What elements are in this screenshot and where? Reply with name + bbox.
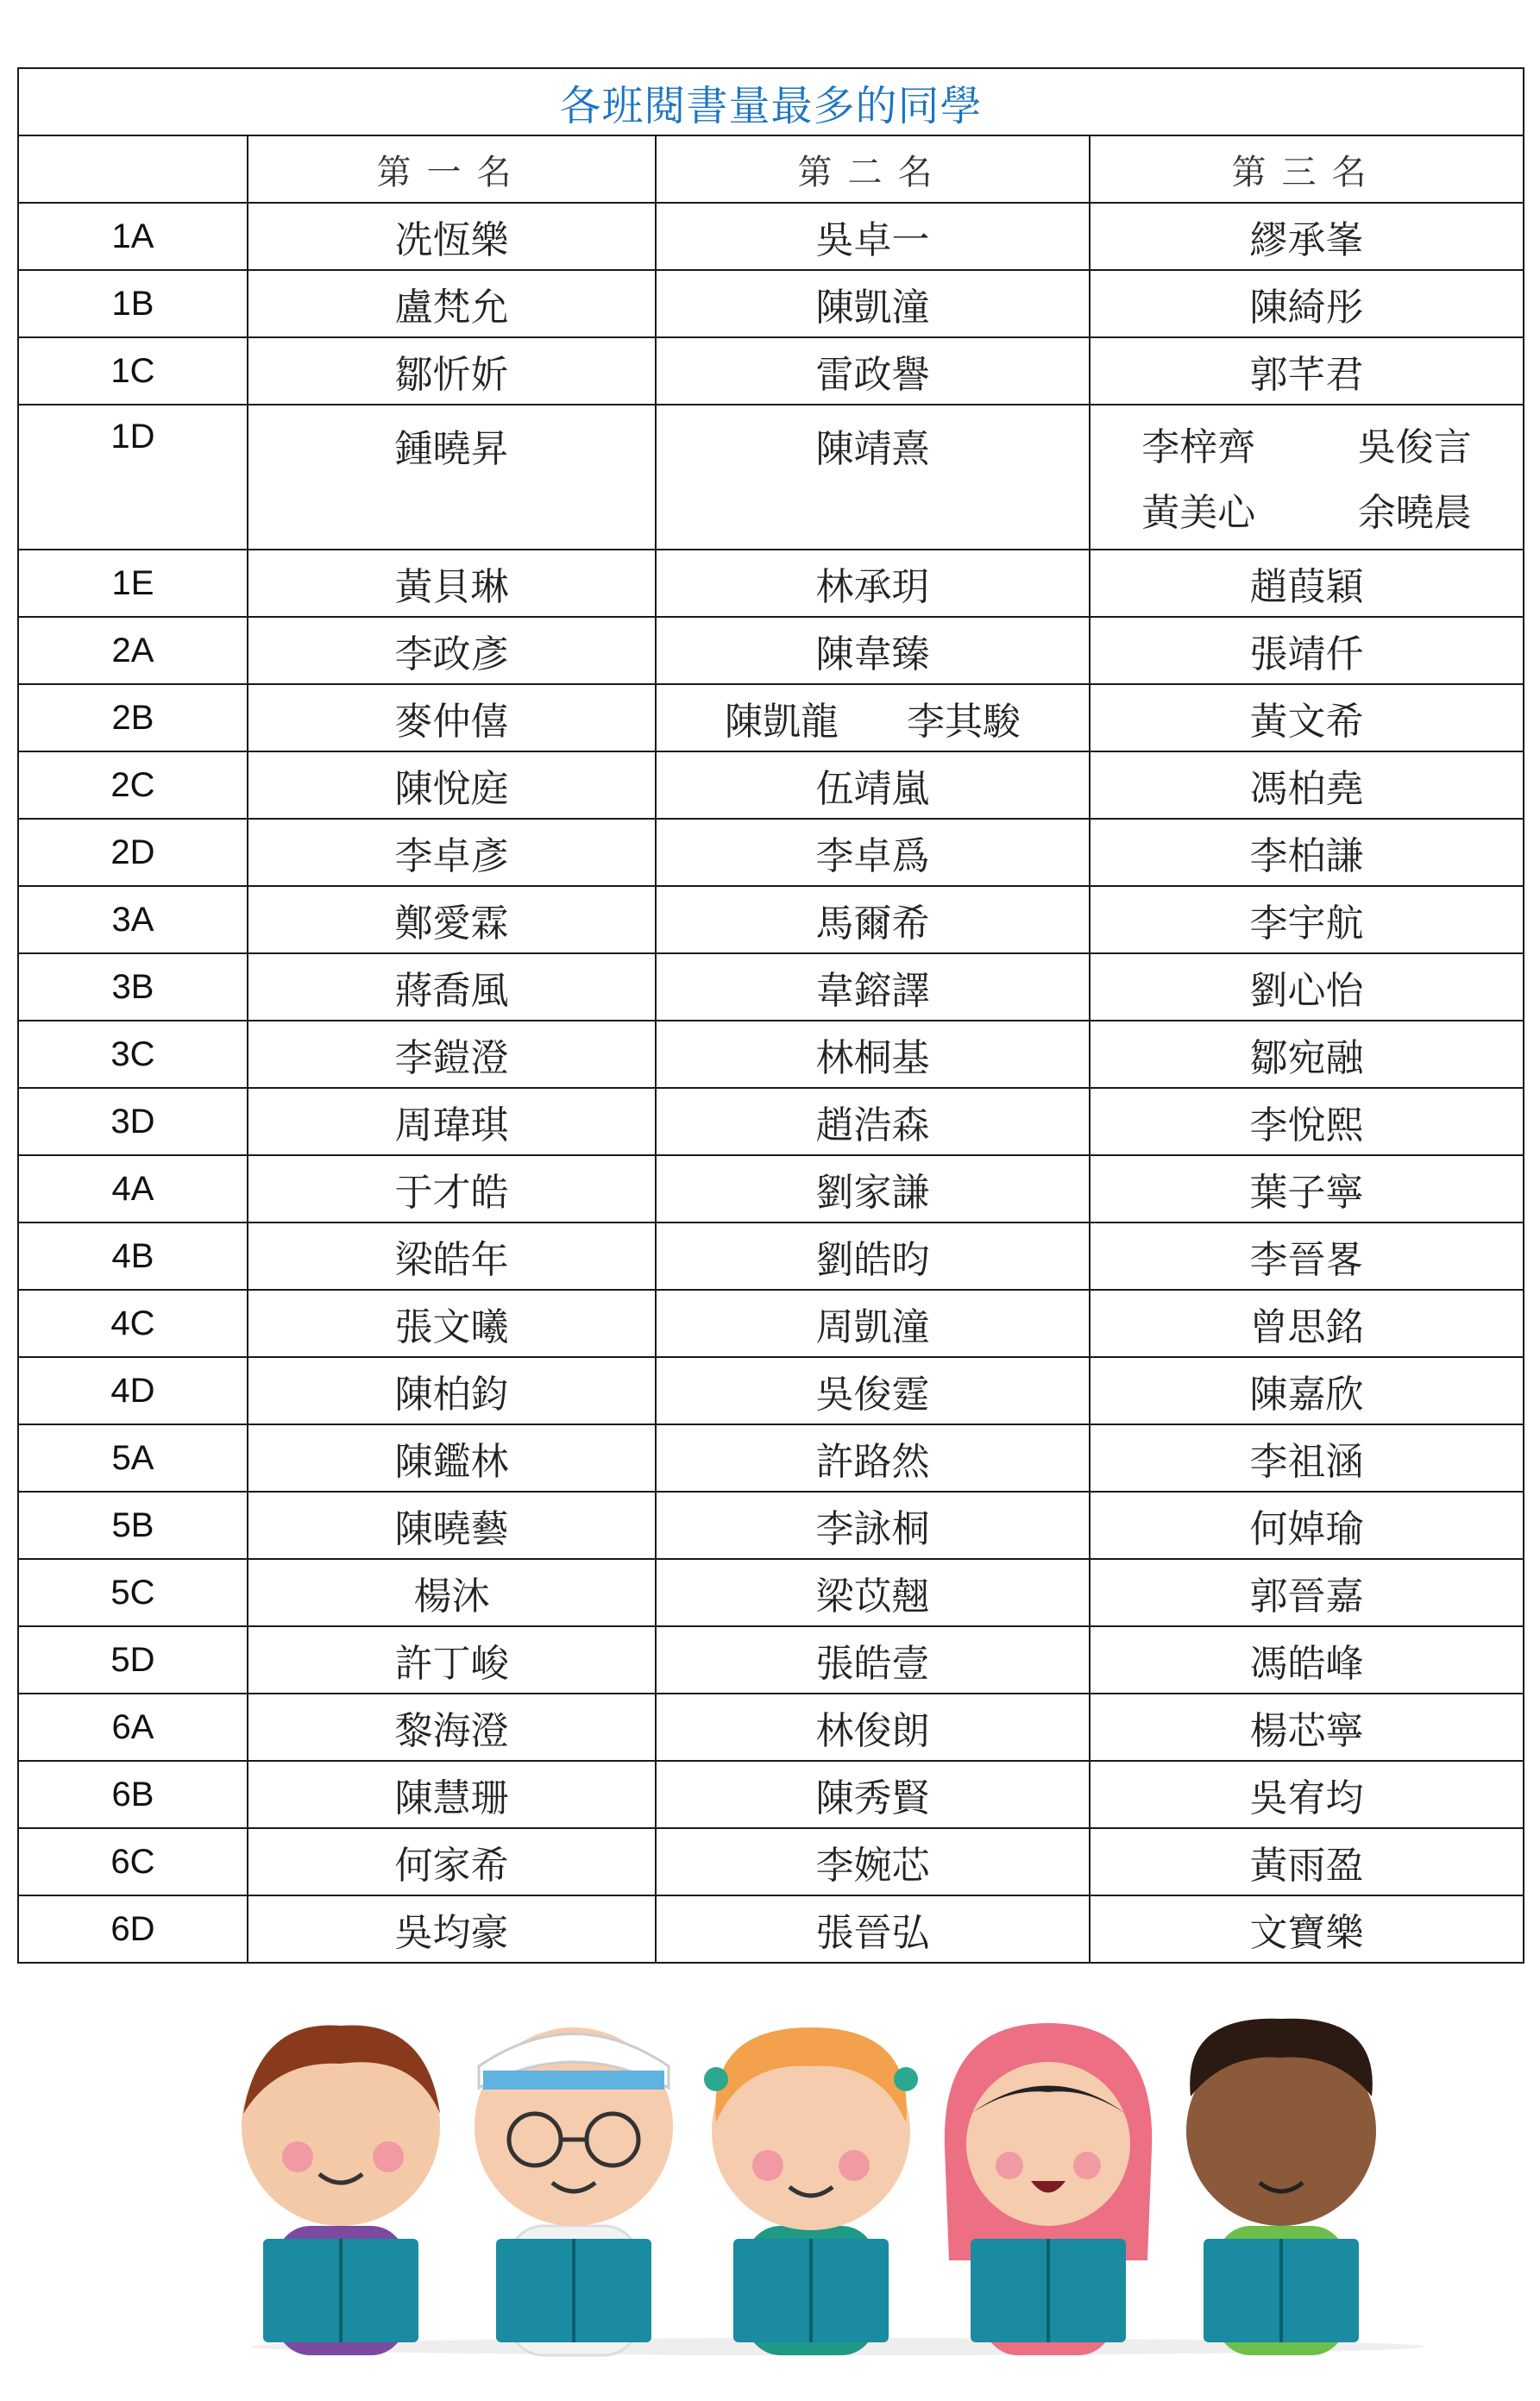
student-name: 陳嘉欣 [1249, 1373, 1364, 1417]
second-place-cell [656, 1088, 1090, 1155]
class-cell: 2A [18, 617, 248, 684]
student-name: 張皓壹 [815, 1642, 930, 1686]
second-place-cell [656, 886, 1090, 953]
second-place-cell [656, 550, 1090, 617]
student-name: 何婥瑜 [1249, 1507, 1364, 1551]
student-name: 梁苡翹 [815, 1574, 930, 1618]
third-place-cell [1090, 1290, 1524, 1357]
first-place-cell [248, 203, 656, 270]
third-place-cell [1090, 1222, 1524, 1290]
second-place-cell [656, 1828, 1090, 1895]
class-cell: 3B [18, 953, 248, 1021]
student-name: 李晉畧 [1249, 1238, 1364, 1282]
first-place-cell [248, 1357, 656, 1424]
first-place-cell [248, 337, 656, 405]
student-name: 鄒忻妡 [394, 353, 509, 397]
third-place-cell [1090, 1828, 1524, 1895]
second-place-cell [656, 270, 1090, 337]
third-place-cell [1090, 270, 1524, 337]
first-place-cell [248, 1222, 656, 1290]
second-place-cell [656, 1492, 1090, 1559]
student-name: 陳秀賢 [815, 1776, 930, 1820]
second-place-cell [656, 1424, 1090, 1492]
third-place-cell [1090, 1761, 1524, 1828]
student-name: 李詠桐 [815, 1507, 930, 1551]
first-place-cell [248, 1492, 656, 1559]
second-place-cell [656, 1761, 1090, 1828]
third-place-cell [1090, 1021, 1524, 1088]
student-name: 黃貝琳 [394, 565, 509, 609]
second-place-cell [656, 405, 1090, 550]
second-place-cell [656, 1357, 1090, 1424]
third-place-cell [1090, 1559, 1524, 1626]
student-name: 馮皓峰 [1249, 1642, 1364, 1686]
student-name: 鄭愛霖 [394, 902, 509, 946]
first-place-cell [248, 1828, 656, 1895]
student-name: 吳卓一 [815, 218, 930, 262]
student-name: 黃美心 [1141, 491, 1256, 535]
student-name: 陳慧珊 [394, 1776, 509, 1820]
student-name: 陳凱潼 [815, 286, 930, 330]
student-name: 林俊朗 [815, 1709, 930, 1753]
table-row [18, 886, 1524, 953]
class-cell: 3C [18, 1021, 248, 1088]
second-place-cell [656, 953, 1090, 1021]
table-row [18, 550, 1524, 617]
third-place-cell [1090, 819, 1524, 886]
table-row [18, 1290, 1524, 1357]
student-name: 李悅熙 [1249, 1103, 1364, 1147]
student-name: 劉心怡 [1249, 969, 1364, 1013]
table-row [18, 1021, 1524, 1088]
student-name: 李祖涵 [1249, 1440, 1364, 1484]
second-place-cell [656, 1021, 1090, 1088]
second-place-cell [656, 1895, 1090, 1963]
student-name: 何家希 [394, 1844, 509, 1888]
header-first: 第一名 [248, 135, 656, 203]
class-cell: 3D [18, 1088, 248, 1155]
class-cell: 5C [18, 1559, 248, 1626]
student-name: 馬爾希 [815, 902, 930, 946]
first-place-cell [248, 1626, 656, 1694]
third-place-cell [1090, 886, 1524, 953]
student-name: 韋鎔譯 [815, 969, 930, 1013]
header-blank [18, 135, 248, 203]
first-place-cell [248, 1694, 656, 1761]
table-row [18, 1626, 1524, 1694]
reading-children-illustration [224, 1984, 1449, 2373]
first-place-cell [248, 819, 656, 886]
class-cell: 4C [18, 1290, 248, 1357]
student-name: 郭芊君 [1249, 353, 1364, 397]
class-cell: 1A [18, 203, 248, 270]
student-name: 梁皓年 [394, 1238, 509, 1282]
first-place-cell [248, 550, 656, 617]
student-name: 文寶樂 [1249, 1911, 1364, 1955]
student-name: 李婉芯 [815, 1844, 930, 1888]
class-cell: 6D [18, 1895, 248, 1963]
table-row [18, 1357, 1524, 1424]
table-row [18, 203, 1524, 270]
table-title: 各班閱書量最多的同學 [18, 68, 1524, 135]
student-name: 李柏謙 [1249, 834, 1364, 878]
second-place-cell [656, 1222, 1090, 1290]
student-name: 趙浩森 [815, 1103, 930, 1147]
student-name: 李卓彥 [394, 834, 509, 878]
student-name: 吳宥均 [1249, 1776, 1364, 1820]
class-cell: 4A [18, 1155, 248, 1222]
student-name: 許路然 [815, 1440, 930, 1484]
student-name: 劉皓昀 [815, 1238, 930, 1282]
second-place-cell [656, 617, 1090, 684]
student-name: 曾思銘 [1249, 1305, 1364, 1349]
table-row [18, 819, 1524, 886]
student-name: 趙葭穎 [1249, 565, 1364, 609]
third-place-cell [1090, 203, 1524, 270]
class-cell: 5B [18, 1492, 248, 1559]
table-row [18, 751, 1524, 819]
student-name: 陳靖熹 [815, 427, 930, 471]
class-cell: 1E [18, 550, 248, 617]
first-place-cell [248, 684, 656, 751]
third-place-cell [1090, 1088, 1524, 1155]
third-place-cell [1090, 953, 1524, 1021]
table-row [18, 270, 1524, 337]
student-name: 馮柏堯 [1249, 767, 1364, 811]
header-second: 第二名 [656, 135, 1090, 203]
third-place-cell [1090, 1424, 1524, 1492]
student-name: 陳韋臻 [815, 632, 930, 676]
student-name: 劉家謙 [815, 1171, 930, 1215]
table-row [18, 684, 1524, 751]
student-name: 李鎧澄 [394, 1036, 509, 1080]
third-place-cell [1090, 1626, 1524, 1694]
student-name: 蔣喬風 [394, 969, 509, 1013]
first-place-cell [248, 1559, 656, 1626]
student-name: 張文曦 [394, 1305, 509, 1349]
table-row [18, 1222, 1524, 1290]
student-name: 麥仲僖 [394, 700, 509, 744]
first-place-cell [248, 405, 656, 550]
header-third: 第三名 [1090, 135, 1524, 203]
table-row [18, 1761, 1524, 1828]
third-place-cell [1090, 684, 1524, 751]
student-name: 陳悅庭 [394, 767, 509, 811]
student-name: 陳鑑林 [394, 1440, 509, 1484]
table-row [18, 1492, 1524, 1559]
first-place-cell [248, 1895, 656, 1963]
table-row [18, 1155, 1524, 1222]
table-row [18, 1559, 1524, 1626]
child-2 [475, 2027, 673, 2355]
student-name: 陳綺彤 [1249, 286, 1364, 330]
class-cell: 2B [18, 684, 248, 751]
second-place-cell [656, 1694, 1090, 1761]
first-place-cell [248, 1021, 656, 1088]
child-1 [242, 2025, 440, 2355]
student-name: 李政彥 [394, 632, 509, 676]
student-name: 于才皓 [394, 1171, 509, 1215]
student-name: 鍾曉昇 [394, 427, 509, 471]
student-name: 冼恆樂 [394, 218, 509, 262]
second-place-cell [656, 1290, 1090, 1357]
student-name: 張靖仟 [1249, 632, 1364, 676]
child-5 [1186, 2019, 1376, 2355]
second-place-cell [656, 203, 1090, 270]
student-name: 吳俊霆 [815, 1373, 930, 1417]
student-name: 李卓爲 [815, 834, 930, 878]
student-name: 陳柏鈞 [394, 1373, 509, 1417]
class-cell: 6B [18, 1761, 248, 1828]
student-name: 周瑋琪 [394, 1103, 509, 1147]
first-place-cell [248, 886, 656, 953]
class-cell: 5A [18, 1424, 248, 1492]
student-name: 黃文希 [1249, 700, 1364, 744]
second-place-cell [656, 1626, 1090, 1694]
table-row [18, 617, 1524, 684]
reading-ranking-table [17, 67, 1524, 1964]
class-cell: 5D [18, 1626, 248, 1694]
first-place-cell [248, 1290, 656, 1357]
student-name: 余曉晨 [1357, 491, 1472, 535]
student-name: 鄒宛融 [1249, 1036, 1364, 1080]
table-row [18, 1424, 1524, 1492]
table-row [18, 405, 1524, 550]
second-place-cell [656, 684, 1090, 751]
table-row [18, 1895, 1524, 1963]
child-4 [945, 2023, 1152, 2355]
first-place-cell [248, 617, 656, 684]
student-name: 陳曉藝 [394, 1507, 509, 1551]
first-place-cell [248, 1761, 656, 1828]
student-name: 繆承峯 [1249, 218, 1364, 262]
student-name: 李其駿 [907, 700, 1021, 744]
third-place-cell [1090, 337, 1524, 405]
class-cell: 4D [18, 1357, 248, 1424]
third-place-cell [1090, 405, 1524, 550]
student-name: 盧梵允 [394, 286, 509, 330]
student-name: 吳均豪 [394, 1911, 509, 1955]
first-place-cell [248, 1155, 656, 1222]
student-name: 李梓齊 [1141, 425, 1256, 469]
first-place-cell [248, 751, 656, 819]
table-row [18, 1694, 1524, 1761]
student-name: 黃雨盈 [1249, 1844, 1364, 1888]
table-row [18, 953, 1524, 1021]
student-name: 葉子寧 [1249, 1171, 1364, 1215]
table-row [18, 337, 1524, 405]
student-name: 吳俊言 [1357, 425, 1472, 469]
class-cell: 1B [18, 270, 248, 337]
third-place-cell [1090, 1357, 1524, 1424]
class-cell: 2C [18, 751, 248, 819]
student-name: 楊沐 [413, 1574, 490, 1618]
student-name: 李宇航 [1249, 902, 1364, 946]
student-name: 郭晉嘉 [1249, 1574, 1364, 1618]
student-name: 林桐基 [815, 1036, 930, 1080]
class-cell: 1D [18, 405, 248, 550]
third-place-cell [1090, 617, 1524, 684]
student-name: 雷政譽 [815, 353, 930, 397]
header-row [18, 135, 1524, 203]
third-place-cell [1090, 550, 1524, 617]
student-name: 楊芯寧 [1249, 1709, 1364, 1753]
third-place-cell [1090, 1492, 1524, 1559]
third-place-cell [1090, 751, 1524, 819]
student-name: 許丁峻 [394, 1642, 509, 1686]
student-name: 伍靖嵐 [815, 767, 930, 811]
student-name: 陳凱龍 [725, 700, 839, 744]
student-name: 黎海澄 [394, 1709, 509, 1753]
first-place-cell [248, 1424, 656, 1492]
second-place-cell [656, 751, 1090, 819]
student-name: 林承玥 [815, 565, 930, 609]
first-place-cell [248, 953, 656, 1021]
second-place-cell [656, 1559, 1090, 1626]
class-cell: 6A [18, 1694, 248, 1761]
second-place-cell [656, 819, 1090, 886]
class-cell: 1C [18, 337, 248, 405]
class-cell: 6C [18, 1828, 248, 1895]
third-place-cell [1090, 1155, 1524, 1222]
table-body [18, 203, 1524, 1963]
student-name: 張晉弘 [815, 1911, 930, 1955]
table-row [18, 1828, 1524, 1895]
student-name: 周凱潼 [815, 1305, 930, 1349]
class-cell: 3A [18, 886, 248, 953]
table-row [18, 1088, 1524, 1155]
third-place-cell [1090, 1694, 1524, 1761]
second-place-cell [656, 1155, 1090, 1222]
first-place-cell [248, 1088, 656, 1155]
class-cell: 4B [18, 1222, 248, 1290]
second-place-cell [656, 337, 1090, 405]
first-place-cell [248, 270, 656, 337]
class-cell: 2D [18, 819, 248, 886]
child-3 [704, 2027, 918, 2355]
third-place-cell [1090, 1895, 1524, 1963]
